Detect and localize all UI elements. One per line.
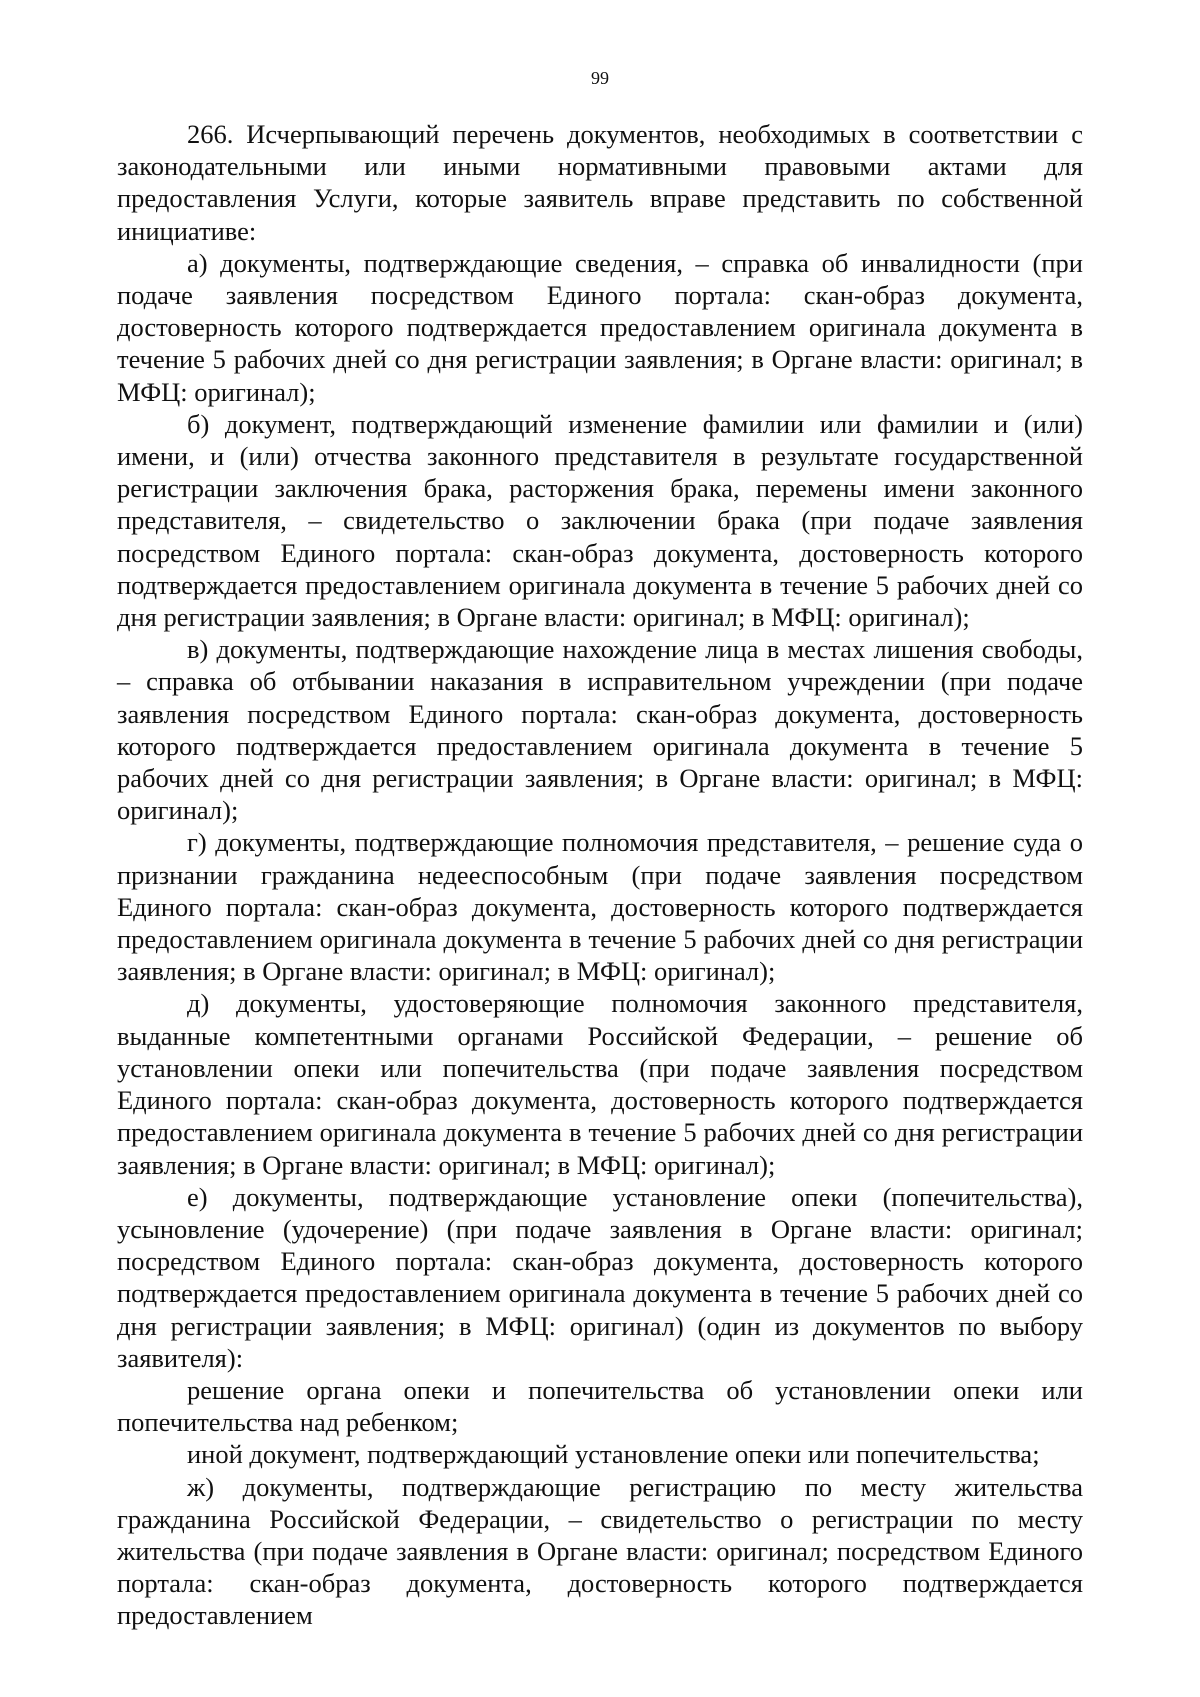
paragraph-item-e: е) документы, подтверждающие установление опеки (попечительства), усыновление (удочерение) (при подаче заявления в Органе власти: оригинал; посредством Единого портала: скан-образ документа, достоверность которого подтверждается предоставлением оригинала документа в течение 5 рабочих дней со дня регистрации заявления; в МФЦ: оригинал) (один из документов по выбору заявителя): (117, 1181, 1083, 1373)
paragraph-item-a: а) документы, подтверждающие сведения, – справка об инвалидности (при подаче заявления посредством Единого портала: скан-образ документа, достоверность которого подтверждается предоставлением оригинала документа в течение 5 рабочих дней со дня регистрации заявления; в Органе власти: оригинал; в МФЦ: оригинал); (117, 247, 1083, 407)
paragraph-item-b: б) документ, подтверждающий изменение фамилии или фамилии и (или) имени, и (или) отчества законного представителя в результате государственной регистрации заключения брака, расторжения брака, перемены имени законного представителя, – свидетельство о заключении брака (при подаче заявления посредством Единого портала: скан-образ документа, достоверность которого подтверждается предоставлением оригинала документа в течение 5 рабочих дней со дня регистрации заявления; в Органе власти: оригинал; в МФЦ: оригинал); (117, 408, 1083, 633)
page-number: 99 (591, 68, 609, 88)
paragraph-item-g: г) документы, подтверждающие полномочия представителя, – решение суда о признании гражданина недееспособным (при подаче заявления посредством Единого портала: скан-образ документа, достоверность которого подтверждается предоставлением оригинала документа в течение 5 рабочих дней со дня регистрации заявления; в Органе власти: оригинал; в МФЦ: оригинал); (117, 827, 1083, 987)
paragraph-item-zh: ж) документы, подтверждающие регистрацию по месту жительства гражданина Российской Федерации, – свидетельство о регистрации по месту жительства (при подаче заявления в Органе власти: оригинал; посредством Единого портала: скан-образ документа, достоверность которого подтверждается предоставлением (117, 1471, 1083, 1631)
paragraph-sub-guardianship-decision: решение органа опеки и попечительства об установлении опеки или попечительства над ребенком; (117, 1374, 1083, 1438)
paragraph-sub-other-document: иной документ, подтверждающий установление опеки или попечительства; (187, 1439, 1040, 1470)
paragraph-item-d: д) документы, удостоверяющие полномочия законного представителя, выданные компетентными органами Российской Федерации, – решение об установлении опеки или попечительства (при подаче заявления посредством Единого портала: скан-образ документа, достоверность которого подтверждается предоставлением оригинала документа в течение 5 рабочих дней со дня регистрации заявления; в Органе власти: оригинал; в МФЦ: оригинал); (117, 988, 1083, 1180)
paragraph-266-intro: 266. Исчерпывающий перечень документов, необходимых в соответствии с законодательными или иными нормативными правовыми актами для предоставления Услуги, которые заявитель вправе представить по собственной инициативе: (117, 119, 1083, 246)
paragraph-item-v: в) документы, подтверждающие нахождение лица в местах лишения свободы, – справка об отбывании наказания в исправительном учреждении (при подаче заявления посредством Единого портала: скан-образ документа, достоверность которого подтверждается предоставлением оригинала документа в течение 5 рабочих дней со дня регистрации заявления; в Органе власти: оригинал; в МФЦ: оригинал); (117, 634, 1083, 826)
document-body (117, 118, 1083, 1632)
